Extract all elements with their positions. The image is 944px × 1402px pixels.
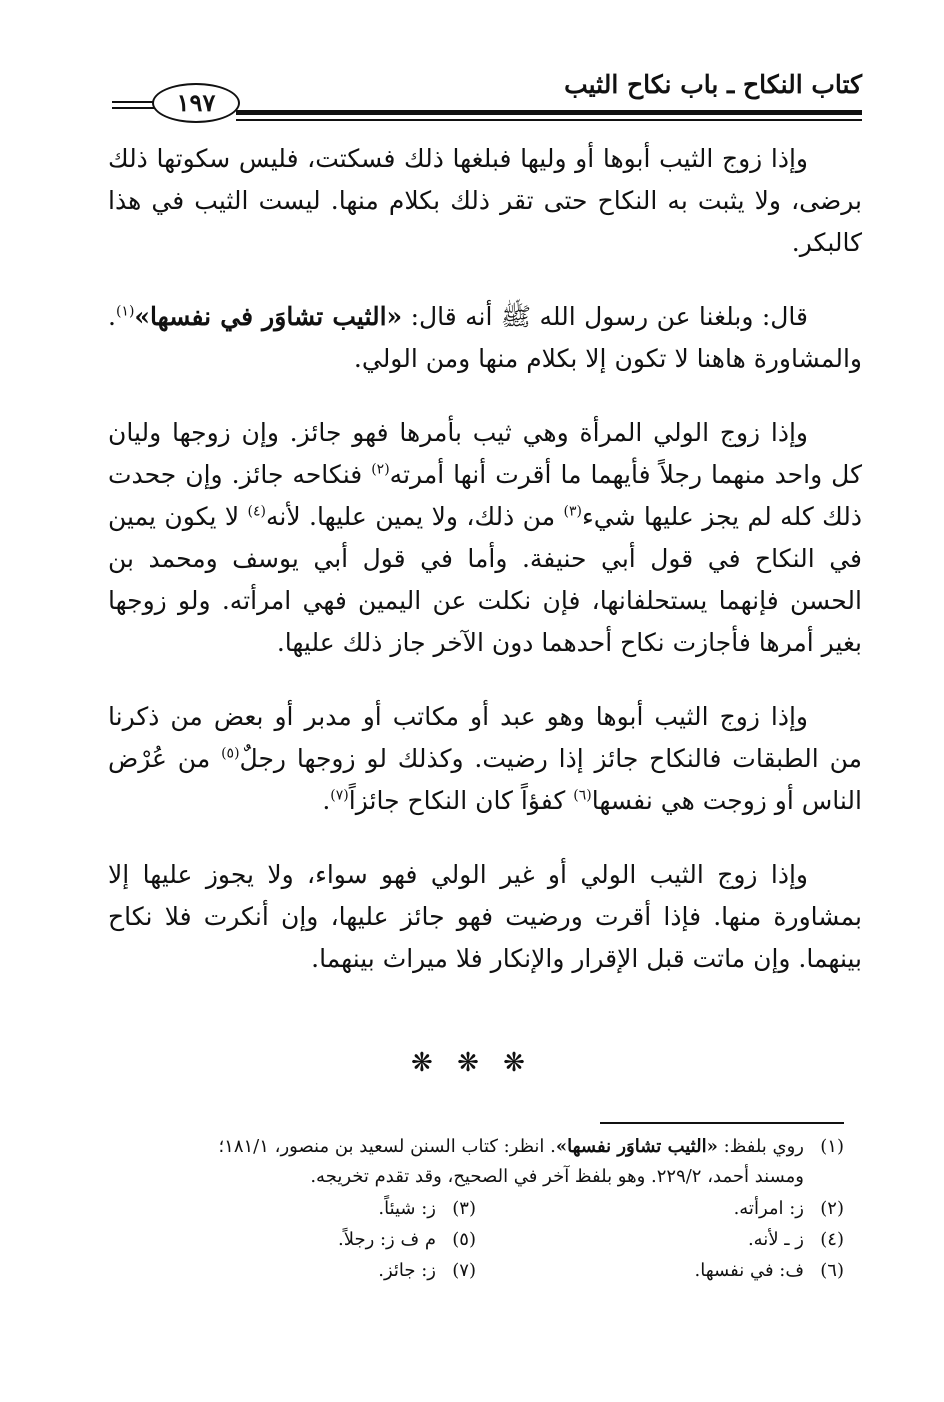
paragraph-4 xyxy=(108,696,862,822)
header-rule-thin xyxy=(236,119,862,121)
footnote-2-number: (٢) xyxy=(820,1198,844,1219)
footnote-4-text: ز ـ لأنه. xyxy=(747,1229,804,1250)
footnote-ref-3: (٣) xyxy=(563,503,582,520)
footnote-row xyxy=(108,1194,844,1225)
footnote-ref-2: (٢) xyxy=(371,461,390,478)
footnote-7-number: (٧) xyxy=(452,1260,476,1281)
section-ornament: ❋ ❋ ❋ xyxy=(411,1048,533,1078)
footnote-7 xyxy=(108,1256,476,1287)
paragraph-4-text-a: وإذا زوج الثيب أبوها وهو عبد أو مكاتب أو مدبر أو بعض من ذكرنا من الطبقات فالنكاح جائز إذا رضيت. وكذلك لو زوجها رجلٌ xyxy=(108,702,862,773)
footnotes xyxy=(108,1132,844,1287)
body-text xyxy=(108,138,862,1012)
paragraph-1 xyxy=(108,138,862,264)
footnote-1-text-c: ومسند أحمد، ٢٢٩/٢. وهو بلفظ آخر في الصحيح، وقد تقدم تخريجه. xyxy=(310,1166,804,1187)
footnote-3 xyxy=(108,1194,476,1225)
footnote-1-quote: «الثيب تشاوَر نفسها» xyxy=(555,1136,718,1157)
paragraph-2 xyxy=(108,296,862,380)
running-title: كتاب النكاح ـ باب نكاح الثيب xyxy=(564,70,862,99)
footnote-ref-5: (٥) xyxy=(221,745,240,762)
paragraph-3-text-d: لا يكون يمين في النكاح في قول أبي حنيفة. وأما في قول أبي يوسف ومحمد بن الحسن فإنهما يستحلفانها، فإن نكلت عن اليمين فهي امرأته. ولو زوجها بغير أمرها فأجازت نكاح أحدهما دون الآخر جاز ذلك عليها. xyxy=(108,502,862,657)
footnote-2-text: ز: امرأته. xyxy=(733,1198,804,1219)
footnote-2 xyxy=(476,1194,844,1225)
footnote-1 xyxy=(108,1132,844,1162)
paragraph-4-text-d: . xyxy=(322,786,331,815)
footnote-ref-6: (٦) xyxy=(573,787,592,804)
footnote-1-text-a: روي بلفظ: xyxy=(723,1136,804,1157)
paragraph-1-text: وإذا زوج الثيب أبوها أو وليها فبلغها ذلك فسكتت، فليس سكوتها ذلك برضى، ولا يثبت به النكاح حتى تقر ذلك بكلام منها. ليست الثيب في هذا كالبكر. xyxy=(108,144,862,257)
footnote-4 xyxy=(476,1225,844,1256)
paragraph-3-text-a: وإذا زوج الولي المرأة وهي ثيب بأمرها فهو جائز. وإن زوجها وليان كل واحد منهما رجلاً فأيهما ما أقرت أنها أمرته xyxy=(108,418,862,489)
page-number: ١٩٧ xyxy=(152,83,240,123)
footnote-5 xyxy=(108,1225,476,1256)
paragraph-3-text-b: فنكاحه جائز. وإن جحدت ذلك كله لم يجز عليها شيء xyxy=(108,460,862,531)
paragraph-2-text-b: . والمشاورة هاهنا لا تكون إلا بكلام منها ومن الولي. xyxy=(108,302,862,373)
paragraph-3 xyxy=(108,412,862,664)
footnote-5-text: م ف ز: رجلاً. xyxy=(337,1229,436,1250)
footnote-ref-1: (١) xyxy=(115,303,135,320)
header-rule-thick xyxy=(236,110,862,115)
footnote-3-number: (٣) xyxy=(452,1198,476,1219)
footnote-5-number: (٥) xyxy=(452,1229,476,1250)
paragraph-3-text-c: من ذلك، ولا يمين عليها. لأنه xyxy=(265,502,564,531)
footnote-4-number: (٤) xyxy=(820,1229,844,1250)
paragraph-4-text-c: كفؤاً كان النكاح جائزاً xyxy=(348,786,574,815)
footnote-1-number: (١) xyxy=(820,1136,844,1157)
footnote-row xyxy=(108,1225,844,1256)
footnote-row xyxy=(108,1256,844,1287)
paragraph-5 xyxy=(108,854,862,980)
footnote-6-number: (٦) xyxy=(820,1260,844,1281)
footnote-1-continued xyxy=(108,1162,844,1192)
footnote-grid xyxy=(108,1194,844,1287)
footnote-3-text: ز: شيئاً. xyxy=(378,1198,436,1219)
hadith-quote: «الثيب تشاوَر في نفسها» xyxy=(134,302,403,331)
footnote-1-text-b: . انظر: كتاب السنن لسعيد بن منصور، ١٨١/١؛ xyxy=(218,1136,556,1157)
footnote-ref-7: (٧) xyxy=(330,787,349,804)
paragraph-2-text-a: قال: وبلغنا عن رسول الله ﷺ أنه قال: xyxy=(410,302,808,331)
footnote-6-text: ف: في نفسها. xyxy=(694,1260,804,1281)
footnote-ref-4: (٤) xyxy=(247,503,266,520)
footnote-6 xyxy=(476,1256,844,1287)
footnote-separator xyxy=(600,1122,844,1124)
paragraph-5-text: وإذا زوج الثيب الولي أو غير الولي فهو سواء، ولا يجوز عليها إلا بمشاورة منها. فإذا أقرت ورضيت فهو جائز عليها، وإن أنكرت فلا نكاح بينهما. وإن ماتت قبل الإقرار والإنكار فلا ميراث بينهما. xyxy=(108,860,862,973)
footnote-7-text: ز: جائز. xyxy=(378,1260,436,1281)
paragraph-4-text-b: من عُرْض الناس أو زوجت هي نفسها xyxy=(108,744,862,815)
